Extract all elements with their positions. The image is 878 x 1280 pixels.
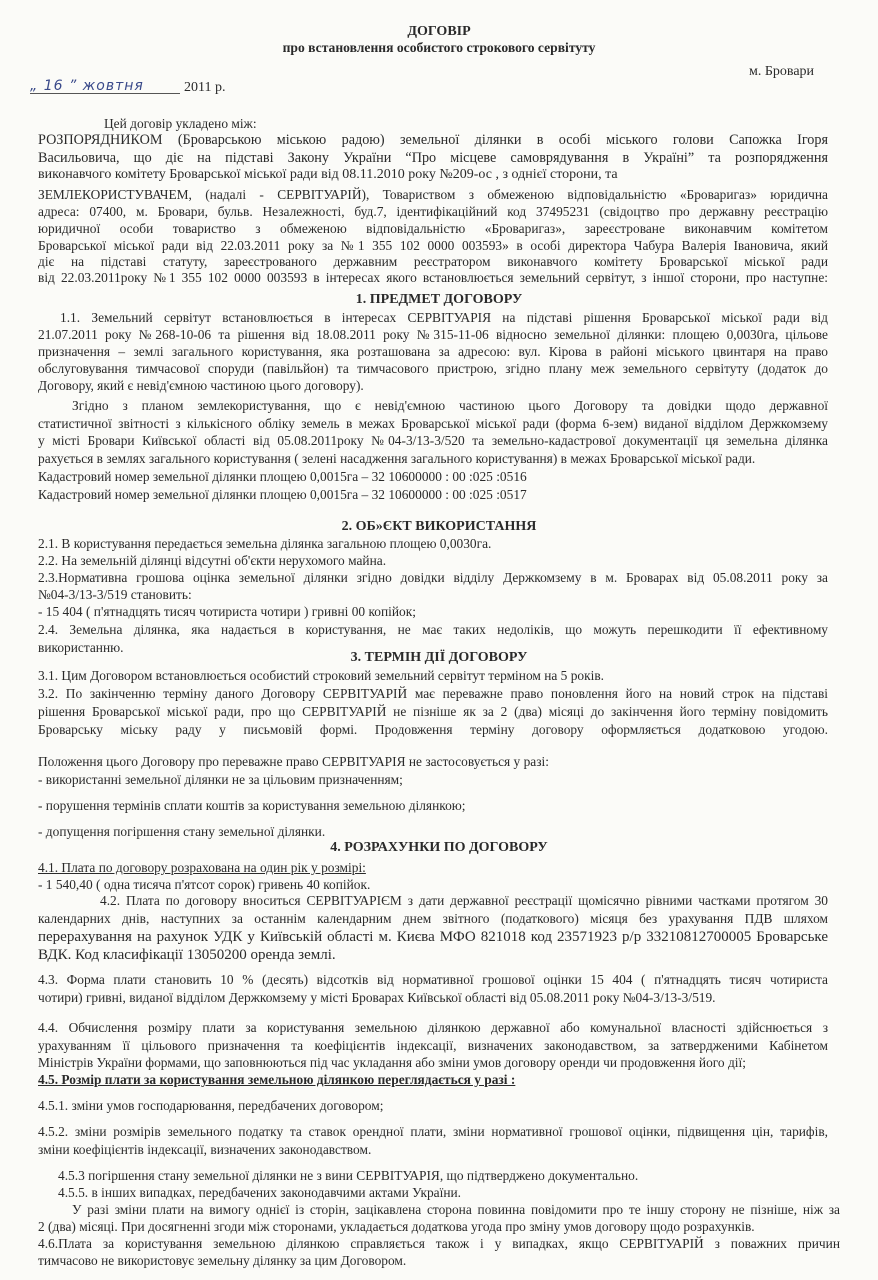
cadastral-number: Кадастровий номер земельної ділянки площею 0,0015га – 32 10600000 : 00 :025 :0517 (38, 487, 527, 502)
section-heading: 2. ОБ»ЄКТ ВИКОРИСТАННЯ (341, 519, 537, 534)
intro-line: Васильовича, що діє на підставі Закону України “Про місцеве самоврядування в Україні” та розпорядження (38, 150, 828, 166)
paragraph-line: чотири) гривні, виданої відділом Держкомзему у місті Броварах Київської області від 05.08.2011 року №04-3/13-3/519. (38, 990, 716, 1005)
paragraph-line: 4.3. Форма плати становить 10 % (десять) відсотків від нормативної грошової оцінки 15 404 ( п'ятнадцять тисяч чотириста (38, 972, 828, 987)
list-item: 4.5.2. зміни розмірів земельного податку та ставок орендної плати, зміни нормативної грошової оцінки, підвищення цін, тарифів, (38, 1124, 828, 1139)
document-title: ДОГОВІР (407, 24, 471, 39)
paragraph-line: Положення цього Договору про переважне право СЕРВІТУАРІЯ не застосовується у разі: (38, 754, 549, 769)
paragraph-line: 21.07.2011 року №268-10-06 та рішення від 18.08.2011 року №315-11-06 відносно земельної ділянки: площею 0,0030га, цільове (38, 327, 828, 342)
paragraph-line: Договору, який є невід'ємною частиною цього договору). (38, 378, 364, 393)
date-year: 2011 р. (184, 80, 226, 95)
paragraph-line: призначення – землі загального користування, яка розташована за адресою: вул. Кірова в районі міського цвинтаря на право (38, 344, 828, 359)
paragraph-line: 2.1. В користування передається земельна ділянка загальною площею 0,0030га. (38, 536, 492, 551)
intro-line: від 22.03.2011року №1 355 102 0000 003593 в інтересах якого встановлюється земельний сервітут, з іншої сторони, про наступне: (38, 270, 828, 285)
list-item: - порушення термінів сплати коштів за користування земельною ділянкою; (38, 798, 466, 813)
paragraph-line: 2 (два) місяці. При досягненні згоди між сторонами, укладається додаткова угода про зміну умов договору щодо розрахунків. (38, 1219, 755, 1234)
paragraph-line: 4.6.Плата за користування земельною ділянкою справляється також і у випадках, якщо СЕРВІТУАРІЙ з поважних причин (38, 1236, 840, 1251)
list-item: зміни коефіцієнтів індексації, визначених законодавством. (38, 1142, 372, 1157)
paragraph-line: перерахування на рахунок УДК у Київській області м. Києва МФО 821018 код 23571923 р/р 33210812700005 Броварське (38, 929, 828, 945)
valuation-amount: - 15 404 ( п'ятнадцять тисяч чотириста чотири ) гривні 00 копійок; (38, 604, 416, 619)
paragraph-line: 4.2. Плата по договору вноситься СЕРВІТУАРІЄМ з дати державної реєстрації щомісячно рівними частками протягом 30 (100, 893, 828, 908)
handwritten-date: „ 16 ” жовтня (30, 78, 144, 94)
paragraph-line: ВДК. Код класифікації 13050200 оренда землі. (38, 947, 336, 963)
paragraph-line: Міністрів України формами, що заповнюються під час укладання або зміни умов договору оренди чи продовження його дії; (38, 1055, 746, 1070)
intro-line: РОЗПОРЯДНИКОМ (Броварською міською радою) земельної ділянки в особі міського голови Сапожка Ігоря (38, 132, 828, 148)
list-item: - використанні земельної ділянки не за цільовим призначенням; (38, 772, 403, 787)
section-heading: 4. РОЗРАХУНКИ ПО ДОГОВОРУ (330, 840, 548, 855)
intro-line: діє на підставі статуту, зареєстрованого державним реєстратором виконавчого комітету Броварської міської ради (38, 254, 828, 269)
paragraph-line: 2.4. Земельна ділянка, яка надається в користування, не має таких недоліків, що можуть перешкодити її ефективному (38, 622, 828, 637)
paragraph-line: обслуговування тимчасової споруди (павільйон) та тимчасового пристрою, згідно плану меж земельного сервітуту (додаток до (38, 361, 828, 376)
paragraph-line: Згідно з планом землекористування, що є невід'ємною частиною цього Договору та довідки щодо державної (72, 398, 828, 413)
document-subtitle: про встановлення особистого строкового сервітуту (282, 40, 596, 55)
paragraph-line: у місті Бровари Київської області від 05.08.2011року №04-3/13-3/520 та земельно-кадастрової документації ця земельна ділянка (38, 433, 828, 448)
paragraph-line: 2.2. На земельній ділянці відсутні об'єкти нерухомого майна. (38, 553, 387, 568)
paragraph-line: статистичної звітності з кількісного обліку земель в межах Броварської міської ради (форма 6-зем) виданої відділом Держкомзему (38, 416, 828, 431)
paragraph-line: календарних днів, наступних за останнім календарним днем звітного (податкового) місяця без урахування ПДВ шляхом (38, 911, 828, 926)
section-heading: 3. ТЕРМІН ДІЇ ДОГОВОРУ (350, 650, 528, 665)
date-underline (30, 93, 180, 94)
paragraph-line: рішення Броварської міської ради, про що СЕРВІТУАРІЙ не пізніше як за 2 (два) місяці до закінчення його терміну повідомить (38, 704, 828, 719)
paragraph-line: 4.1. Плата по договору розрахована на один рік у розмірі: (38, 860, 366, 875)
paragraph-line: 3.2. По закінченню терміну даного Договору СЕРВІТУАРІЙ має переважне право поновлення його на новий строк на підставі (38, 686, 828, 701)
section-heading: 1. ПРЕДМЕТ ДОГОВОРУ (355, 292, 523, 307)
intro-line: Броварської міської ради від 22.03.2011 року за №1 355 102 0000 003593» в особі директора Чабура Валерія Івановича, який (38, 238, 828, 253)
subsection-heading: 4.5. Розмір плати за користування земельною ділянкою переглядається у разі : (38, 1072, 516, 1087)
intro-line: адреса: 07400, м. Бровари, бульв. Незалежності, буд.7, ідентифікаційний код 37495231 (свідоцтво про державну реєстрацію (38, 204, 828, 219)
list-item: 4.5.5. в інших випадках, передбачених законодавчими актами України. (58, 1185, 462, 1200)
list-item: 4.5.3 погіршення стану земельної ділянки не з вини СЕРВІТУАРІЯ, що підтверджено документально. (58, 1168, 639, 1183)
paragraph-line: №04-3/13-3/519 становить: (38, 587, 192, 602)
city: м. Бровари (749, 64, 815, 79)
intro-line: ЗЕМЛЕКОРИСТУВАЧЕМ, (надалі - СЕРВІТУАРІЙ), Товариством з обмеженою відповідальністю «Броваригаз» юридична (38, 187, 828, 202)
paragraph-line: 1.1. Земельний сервітут встановлюється в інтересах СЕРВІТУАРІЯ на підставі рішення Броварської міської ради від (60, 310, 828, 325)
paragraph-line: Броварську міську раду у письмовій формі. Продовження терміну договору оформляється додатковою угодою. (38, 722, 828, 737)
cadastral-number: Кадастровий номер земельної ділянки площею 0,0015га – 32 10600000 : 00 :025 :0516 (38, 469, 527, 484)
intro-line: виконавчого комітету Броварської міської ради від 08.11.2010 року №209-ос , з однієї сторони, та (38, 167, 618, 182)
paragraph-line: тимчасово не використовує земельну ділянку за цим Договором. (38, 1253, 407, 1268)
list-item: - допущення погіршення стану земельної ділянки. (38, 824, 326, 839)
paragraph-line: рахується в землях загального користування ( зелені насадження загального користування) в межах Броварської міської ради. (38, 451, 756, 466)
payment-amount: - 1 540,40 ( одна тисяча п'ятсот сорок) гривень 40 копійок. (38, 877, 371, 892)
paragraph-line: використанню. (38, 640, 124, 655)
paragraph-line: урахуванням її цільового призначення та коефіцієнтів індексації, визначених законодавством, за затвердженими Кабінетом (38, 1038, 828, 1053)
intro-line: Цей договір укладено між: (104, 116, 257, 131)
paragraph-line: У разі зміни плати на вимогу однієї із сторін, зацікавлена сторона повинна повідомити про те іншу сторону не пізніше, ніж за (72, 1202, 840, 1217)
paragraph-line: 4.4. Обчислення розміру плати за користування земельною ділянкою державної або комунальної власності здійснюється з (38, 1020, 828, 1035)
paragraph-line: 3.1. Цим Договором встановлюється особистий строковий земельний сервітут терміном на 5 років. (38, 668, 604, 683)
paragraph-line: 2.3.Нормативна грошова оцінка земельної ділянки згідно довідки відділу Держкомзему в м. Броварах від 05.08.2011 року за (38, 570, 828, 585)
list-item: 4.5.1. зміни умов господарювання, передбачених договором; (38, 1098, 384, 1113)
intro-line: юридичної особи товариство з обмеженою відповідальністю «Броваригаз», зареєстроване виконавчим комітетом (38, 221, 828, 236)
